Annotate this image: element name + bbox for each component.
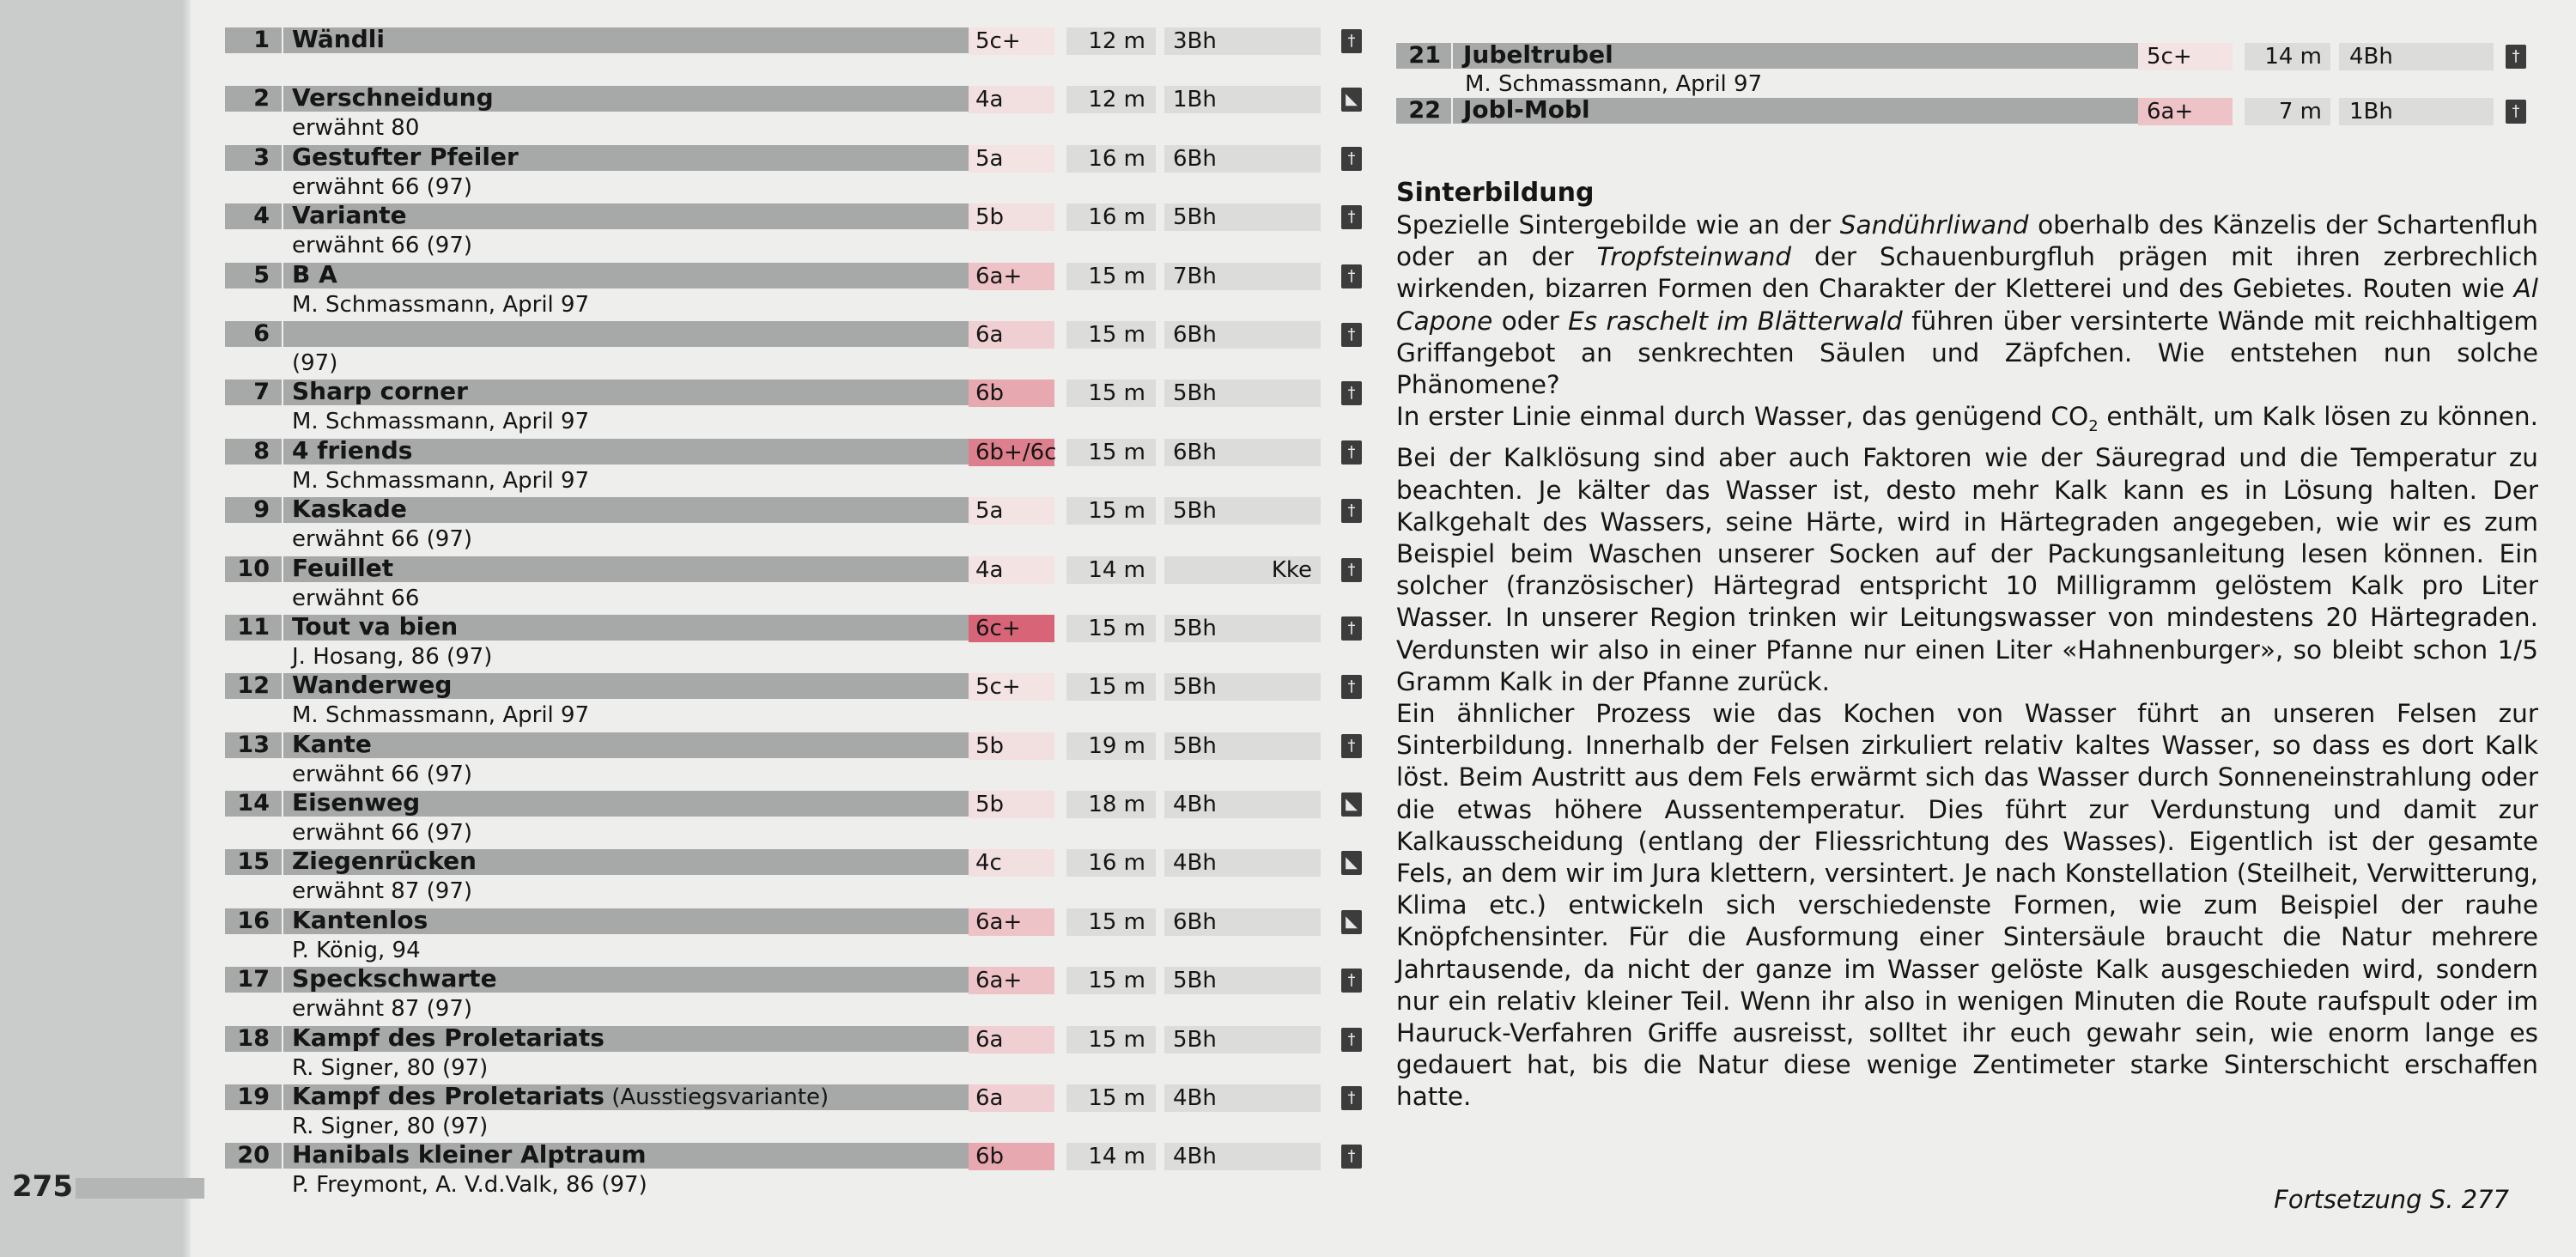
route-name: Tout va bien [292,611,459,641]
route-length: 14 m [2245,43,2330,70]
climber-icon: † [1341,499,1362,523]
route-grade: 6a+ [969,263,1054,290]
route-entry [225,1024,1376,1083]
route-name: Wanderweg [292,671,453,700]
route-first-ascent: M. Schmassmann, April 97 [292,291,590,318]
route-grade: 5c+ [2138,43,2233,70]
route-bolts: 1Bh [1164,86,1321,113]
climber-icon: † [1341,616,1362,641]
route-number: 6 [225,321,282,347]
route-length: 15 m [1066,439,1156,466]
route-length: 12 m [1066,86,1156,113]
route-bolts: 4Bh [1164,1084,1321,1112]
route-number: 17 [225,967,282,993]
route-list-right [1396,41,2535,127]
route-grade: 5c+ [969,673,1054,701]
route-bolts: 5Bh [1164,673,1321,701]
route-length: 15 m [1066,321,1156,349]
route-row [225,84,1376,115]
route-name: Jubeltrubel [1463,40,1613,69]
route-list-left [225,26,1376,1200]
route-bolts: 6Bh [1164,439,1321,466]
route-name: Jobl-Mobl [1463,95,1590,124]
route-bolts: 1Bh [2339,98,2494,125]
route-entry [225,26,1376,84]
route-length: 15 m [1066,1084,1156,1112]
route-name: B A [292,259,337,288]
route-row [225,613,1376,644]
route-number: 21 [1396,43,1451,69]
route-first-ascent: M. Schmassmann, April 97 [1465,71,1763,97]
route-first-ascent: erwähnt 66 (97) [292,526,473,553]
route-grade: 6a [969,1026,1054,1054]
route-length: 15 m [1066,380,1156,407]
route-number: 15 [225,849,282,875]
route-grade: 6a+ [969,967,1054,994]
article-paragraph-2: In erster Linie einmal durch Wasser, das genügend $CO_2$ enthält, um Kalk lösen zu können. Bei der Kalklösung sind aber auch Faktoren wie der Säuregrad und die Temperatur zu beachten. Je kälter das Wasser ist, desto mehr Kalk kann es in Lösung halten. Der Kalkgehalt des Wassers, seine Härte, wird in Härtegraden angegeben, wie wir es zum Beispiel beim Waschen unserer Socken auf der Packungsanleitung lesen können. Ein solcher (französischer) Härtegrad entspricht 10 Milligramm gelöstem Kalk pro Liter Wasser. In unserer Region trinken wir Leitungswasser von mindestens 20 Härtegraden. Verdunsten wir also in einer Pfanne nur einen Liter «Hahnenburger», so bleibt schon 1/5 Gramm Kalk in der Pfanne zurück. [1396,402,2539,696]
route-name: Sharp corner [292,377,468,406]
route-name: Hanibals kleiner Alptraum [292,1140,647,1169]
route-entry [225,671,1376,730]
route-name: Kantenlos [292,905,428,934]
route-grade: 4a [969,86,1054,113]
route-entry [225,437,1376,495]
route-first-ascent: M. Schmassmann, April 97 [292,409,590,435]
route-name: Gestufter Pfeiler [292,142,519,171]
route-grade: 6a+ [2138,98,2233,125]
route-row [225,378,1376,409]
article-paragraph-1: Spezielle Sintergebilde wie an der Sandührliwand oberhalb des Känzelis der Schartenfluh oder an der Tropfsteinwand der Schauenburgfluh prägen mit ihren zerbrechlich wirkenden, bizarren Formen den Charakter der Kletterei und des Gebietes. Routen wie Al Capone oder Es raschelt im Blätterwald führen über versinterte Wände mit reichhaltigem Griffangebot an senkrechten Säulen und Zäpfchen. Wie entstehen nun solche Phänomene? [1396,210,2539,400]
route-first-ascent: erwähnt 66 [292,585,420,611]
route-number: 3 [225,145,282,171]
route-row [225,907,1376,938]
route-name: Kampf des Proletariats [292,1023,605,1052]
route-grade: 6b+/6c [969,439,1054,466]
route-bolts: 4Bh [1164,791,1321,818]
continuation-note: Fortsetzung S. 277 [2274,1185,2509,1214]
page-number: 275 [12,1169,73,1204]
route-grade: 6c+ [969,615,1054,642]
climber-icon: † [1341,205,1362,229]
route-row [225,143,1376,174]
climber-icon: † [2506,100,2526,124]
route-length: 16 m [1066,849,1156,877]
slab-icon: ◣ [1341,88,1362,112]
route-entry [225,555,1376,613]
route-row [225,495,1376,526]
route-length: 16 m [1066,145,1156,173]
route-entry [225,261,1376,319]
route-grade: 5b [969,203,1054,231]
route-bolts: 5Bh [1164,380,1321,407]
route-name: Wändli [292,25,385,53]
climber-icon: † [1341,734,1362,758]
route-grade: 6a [969,321,1054,349]
route-name: 4 friends [292,435,413,465]
route-first-ascent: R. Signer, 80 (97) [292,1054,489,1081]
route-length: 15 m [1066,497,1156,525]
route-length: 15 m [1066,263,1156,290]
route-row [225,847,1376,878]
route-grade: 5a [969,145,1054,173]
route-number: 10 [225,556,282,582]
route-row [225,26,1376,57]
route-name: Kante [292,729,372,758]
route-length: 16 m [1066,203,1156,231]
route-first-ascent: P. König, 94 [292,937,421,963]
route-entry [225,731,1376,789]
route-name: Kampf des Proletariats (Ausstiegsvariante) [292,1082,829,1111]
route-row [225,555,1376,586]
climber-icon: † [1341,264,1362,288]
route-row [225,965,1376,996]
route-number: 2 [225,86,282,112]
route-first-ascent: erwähnt 80 [292,115,420,142]
route-name-bar [283,263,970,288]
route-name-bar [283,27,970,53]
route-length: 12 m [1066,27,1156,55]
route-number: 18 [225,1026,282,1052]
route-bolts: 7Bh [1164,263,1321,290]
route-bolts: 5Bh [1164,497,1321,525]
route-entry [225,613,1376,671]
route-bolts: 5Bh [1164,203,1321,231]
route-entry [225,1083,1376,1141]
article [1396,177,2538,1114]
route-first-ascent: erwähnt 66 (97) [292,820,473,847]
route-length: 14 m [1066,556,1156,584]
route-grade: 6b [969,380,1054,407]
route-row [225,671,1376,702]
route-number: 8 [225,439,282,465]
route-bolts: 3Bh [1164,27,1321,55]
route-length: 15 m [1066,673,1156,701]
route-entry [225,319,1376,378]
slab-icon: ◣ [1341,910,1362,934]
route-row [225,789,1376,820]
route-name-bar [283,729,970,758]
route-grade: 5b [969,791,1054,818]
route-row [225,437,1376,468]
route-name: Eisenweg [292,788,421,817]
route-bolts: 4Bh [1164,1143,1321,1170]
route-name: Kaskade [292,495,407,524]
route-number: 11 [225,615,282,641]
route-number: 22 [1396,98,1451,124]
route-name: Speckschwarte [292,964,497,993]
article-heading: Sinterbildung [1396,178,1595,208]
route-number: 1 [225,27,282,53]
route-first-ascent: erwähnt 66 (97) [292,173,473,200]
route-bolts: 4Bh [1164,849,1321,877]
route-number: 5 [225,263,282,288]
route-bolts: 5Bh [1164,732,1321,760]
climber-icon: † [1341,675,1362,699]
route-first-ascent: erwähnt 66 (97) [292,233,473,259]
route-row [225,261,1376,292]
route-number: 9 [225,497,282,523]
route-length: 14 m [1066,1143,1156,1170]
route-entry [225,1141,1376,1199]
route-first-ascent: P. Freymont, A. V.d.Valk, 86 (97) [292,1172,647,1199]
route-entry [225,847,1376,906]
climber-icon: † [1341,558,1362,582]
route-first-ascent: (97) [292,349,338,376]
climber-icon: † [1341,1086,1362,1110]
route-entry [225,202,1376,260]
route-first-ascent: J. Hosang, 86 (97) [292,643,493,670]
route-bolts: 5Bh [1164,615,1321,642]
route-first-ascent: erwähnt 87 (97) [292,878,473,905]
route-first-ascent: erwähnt 66 (97) [292,761,473,787]
route-length: 19 m [1066,732,1156,760]
route-grade: 5a [969,497,1054,525]
route-grade: 4c [969,849,1054,877]
route-bolts: 6Bh [1164,321,1321,349]
climber-icon: † [1341,1028,1362,1052]
climber-icon: † [1341,381,1362,405]
route-row [225,1024,1376,1055]
route-number: 20 [225,1143,282,1169]
route-entry [225,84,1376,143]
climber-icon: † [1341,147,1362,171]
route-length: 7 m [2245,98,2330,125]
page-number-bar [76,1178,204,1199]
route-row [1396,41,2535,72]
route-row [225,1083,1376,1114]
route-bolts: Kke [1164,556,1321,584]
slab-icon: ◣ [1341,792,1362,817]
route-length: 15 m [1066,967,1156,994]
route-row [225,1141,1376,1172]
route-length: 18 m [1066,791,1156,818]
route-number: 12 [225,673,282,699]
route-entry [225,378,1376,436]
route-name: Verschneidung [292,83,494,112]
route-grade: 6a+ [969,908,1054,936]
route-length: 15 m [1066,908,1156,936]
route-entry [1396,41,2535,96]
page-margin [0,0,191,1257]
article-paragraph-3: Ein ähnlicher Prozess wie das Kochen von Wasser führt an unseren Felsen zur Sinterbildung. Innerhalb der Felsen zirkuliert relativ kaltes Wasser, so dass es dort Kalk löst. Beim Austritt aus dem Fels erwärmt sich das Wasser durch Sonneneinstrahlung oder die etwas höhere Aussentemperatur. Dies führt zur Verdunstung und damit zur Kalkausscheidung (entlang der Fliessrichtung des Wasses). Eigentlich ist der gesamte Fels, an dem wir im Jura klettern, versintert. Je nach Konstellation (Steilheit, Verwitterung, Klima etc.) entwickeln sich verschiedenste Formen, wie zum Beispiel der rauhe Knöpfchensinter. Für die Ausformung einer Sintersäule braucht die Natur mehrere Jahrtausende, da nicht der ganze im Wasser gelöste Kalk ausgeschieden wird, sondern nur ein relativ kleiner Teil. Wenn ihr also in wenigen Minuten die Route raufspult oder im Hauruck-Verfahren Griffe ausreisst, solltet ihr euch gewahr sein, wie enorm lange es gedauert hat, bis die Natur diese wenige Zentimeter starke Sinterschicht erschaffen hatte. [1396,698,2538,1112]
climber-icon: † [1341,1145,1362,1169]
route-length: 15 m [1066,615,1156,642]
route-bolts: 5Bh [1164,1026,1321,1054]
route-name-bar [283,321,970,347]
route-row [225,319,1376,350]
climber-icon: † [1341,323,1362,347]
climber-icon: † [1341,969,1362,993]
route-bolts: 6Bh [1164,145,1321,173]
route-entry [225,789,1376,847]
route-name: Variante [292,201,407,230]
route-first-ascent: M. Schmassmann, April 97 [292,467,590,494]
route-first-ascent: erwähnt 87 (97) [292,996,473,1023]
route-entry [225,965,1376,1023]
climber-icon: † [2506,45,2526,69]
route-row [225,731,1376,762]
route-bolts: 5Bh [1164,967,1321,994]
route-row [225,202,1376,233]
route-first-ascent: M. Schmassmann, April 97 [292,702,590,729]
route-number: 4 [225,203,282,229]
route-number: 16 [225,908,282,934]
climber-icon: † [1341,29,1362,53]
route-bolts: 4Bh [2339,43,2494,70]
route-number: 7 [225,380,282,405]
route-grade: 6b [969,1143,1054,1170]
route-name: Ziegenrücken [292,847,477,876]
climber-icon: † [1341,440,1362,465]
route-name: Feuillet [292,553,394,582]
route-first-ascent: R. Signer, 80 (97) [292,1114,489,1140]
route-entry [225,907,1376,965]
route-grade: 6a [969,1084,1054,1112]
route-number: 14 [225,791,282,817]
route-row [1396,96,2535,127]
slab-icon: ◣ [1341,851,1362,875]
route-length: 15 m [1066,1026,1156,1054]
route-number: 19 [225,1084,282,1110]
route-entry [225,495,1376,554]
route-bolts: 6Bh [1164,908,1321,936]
route-grade: 5c+ [969,27,1054,55]
route-entry [225,143,1376,202]
route-number: 13 [225,732,282,758]
route-entry [1396,96,2535,127]
route-grade: 4a [969,556,1054,584]
route-grade: 5b [969,732,1054,760]
